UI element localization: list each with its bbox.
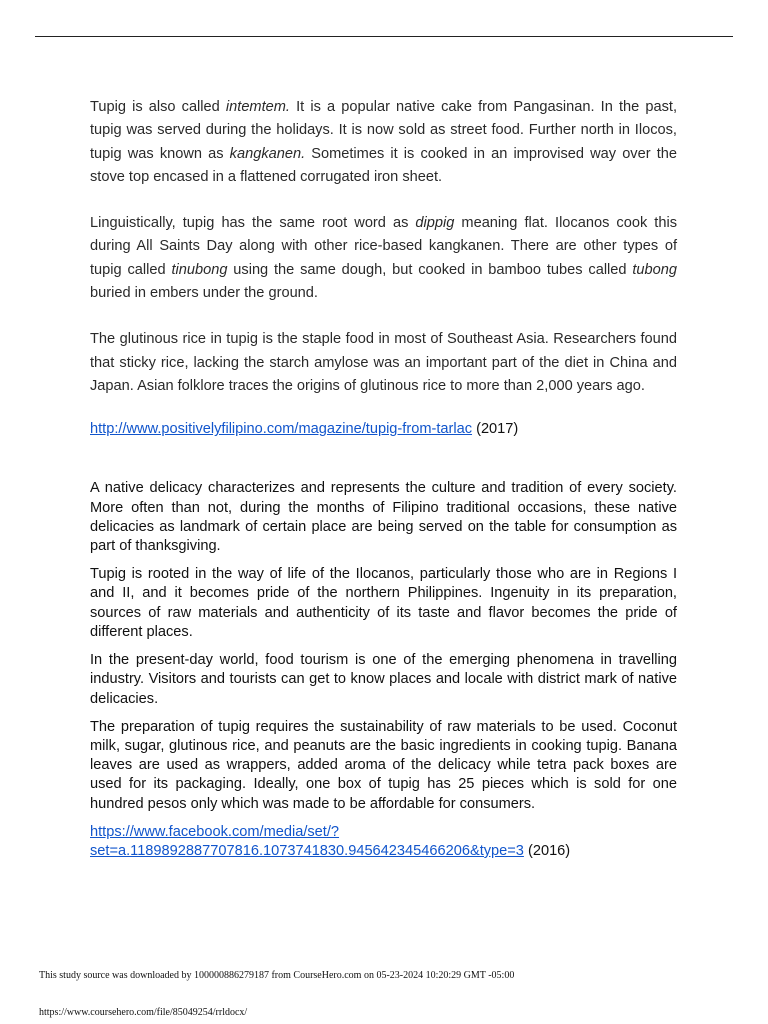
text-span: meaning flat. Ilocanos cook this during All Saints Day along with other rice-based kangkanen. There are other types of tupig called [90, 215, 677, 278]
source-citation-2016 [90, 823, 677, 861]
top-divider [35, 36, 733, 37]
footer-url: https://www.coursehero.com/file/85049254/rrldocx/ [39, 1007, 248, 1018]
paragraph-intemtem [90, 96, 677, 189]
source-year: (2017) [472, 421, 519, 438]
text-span: It is a popular native cake from Pangasinan. In the past, tupig was served during the holidays. It is now sold as street food. Further north in Ilocos, tupig was known as [90, 99, 677, 162]
source-link-facebook[interactable] [90, 824, 524, 859]
paragraph-food-tourism: In the present-day world, food tourism is one of the emerging phenomena in travelling industry. Visitors and tourists can get to know places and locale with district mark of native delicacies. [90, 652, 677, 707]
italic-term: intemtem. [225, 99, 290, 115]
text-span: using the same dough, but cooked in bamboo tubes called [227, 261, 633, 278]
text-span: Tupig is also called [90, 99, 226, 115]
link-line: https://www.facebook.com/media/set/? [90, 823, 340, 840]
link-line: set=a.1189892887707816.1073741830.945642345466206&type=3 [90, 842, 524, 859]
source-year: (2016) [523, 842, 571, 859]
italic-term: tinubong [171, 261, 228, 278]
paragraph-native-delicacy: A native delicacy characterizes and represents the culture and tradition of every society. More often than not, during the months of Filipino traditional occasions, these native delicacies as landmark of certain place are being served on the table for consumption as part of thanksgiving. [90, 480, 677, 555]
text-span: Sometimes it is cooked in an improvised way over the stove top encased in a flattened corrugated iron sheet. [90, 145, 677, 185]
italic-term: kangkanen. [229, 145, 306, 162]
paragraph-glutinous-rice: The glutinous rice in tupig is the staple food in most of Southeast Asia. Researchers found that sticky rice, lacking the starch amylose was an important part of the diet in China and Japan. Asian folklore traces the origins of glutinous rice to more than 2,000 years ago. [90, 331, 677, 394]
italic-term: dippig [415, 215, 455, 232]
source-link-positivelyfilipino[interactable]: http://www.positivelyfilipino.com/magazine/tupig-from-tarlac [90, 421, 473, 438]
paragraph-linguistics [90, 212, 677, 305]
paragraph-preparation: The preparation of tupig requires the sustainability of raw materials to be used. Coconut milk, sugar, glutinous rice, and peanuts are the basic ingredients in cooking tupig. Banana leaves are used as wrappers, added aroma of the delicacy while tetra pack boxes are used for its packaging. Ideally, one box of tupig has 25 pieces which is sold for one hundred pesos only which was made to be affordable for consumers. [90, 718, 677, 812]
text-span: Linguistically, tupig has the same root word as [90, 215, 416, 232]
italic-term: tubong [632, 261, 678, 278]
download-note: This study source was downloaded by 100000886279187 from CourseHero.com on 05-23-2024 10:20:29 GMT -05:00 [39, 970, 515, 981]
source-citation-2017 [90, 420, 677, 439]
text-span: buried in embers under the ground. [90, 285, 318, 302]
paragraph-ilocanos: Tupig is rooted in the way of life of the Ilocanos, particularly those who are in Regions I and II, and it becomes pride of the northern Philippines. Ingenuity in its preparation, sources of raw materials and authenticity of its taste and flavor becomes the pride of different places. [90, 566, 677, 640]
document-body [90, 96, 677, 861]
